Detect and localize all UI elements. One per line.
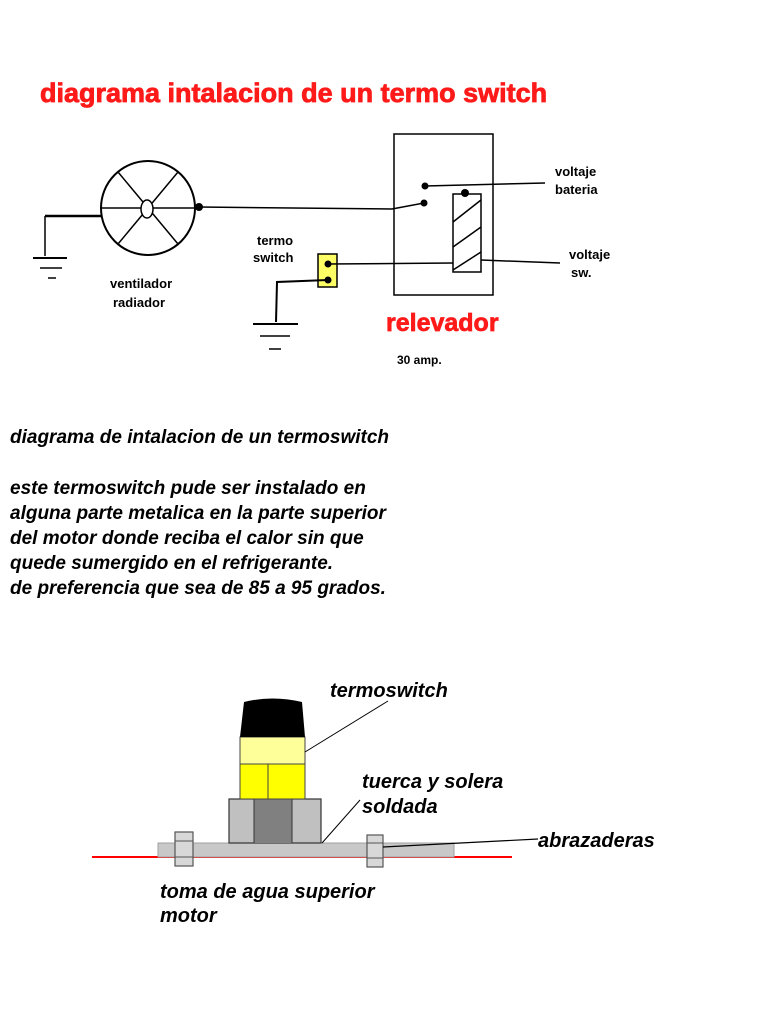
nut-label-2: soldada [362,796,438,818]
relay-contact-bottom [421,200,428,207]
termoswitch-cap [240,699,305,738]
description-line-2: alguna parte metalica en la parte superior [10,503,386,524]
clamps-label: abrazaderas [538,830,655,852]
thermo-label-1: termo [257,233,294,248]
clamp-left [175,832,193,866]
nut-leader [322,800,360,843]
amps-label: 30 amp. [397,353,442,367]
wiring-diagram [33,134,610,367]
description-line-3: del motor donde reciba el calor sin que [10,528,364,549]
coil-top-dot [461,189,469,197]
fan-ground-symbol [33,216,101,278]
battery-label-1: voltaje [555,164,597,179]
thermo-to-coil-wire [328,263,453,264]
pipe-label-1: toma de agua superior [160,881,375,903]
termoswitch-body [240,737,305,799]
nut-label-1: tuerca y solera [362,771,504,793]
fan-label-2: radiador [113,295,166,310]
mounting-diagram [92,680,655,927]
battery-wire [425,183,545,186]
sw-label-1: voltaje [569,247,611,262]
description-line-5: de preferencia que sea de 85 a 95 grados. [10,578,386,599]
battery-label-2: bateria [555,182,598,197]
description-heading: diagrama de intalacion de un termoswitch [10,427,390,448]
description-block [10,427,389,599]
sw-label-2: sw. [571,265,592,280]
relay-coil [453,194,481,272]
description-line-1: este termoswitch pude ser instalado en [10,478,366,499]
termoswitch-label: termoswitch [330,680,448,702]
clamp-right [367,835,383,867]
relay-box [394,134,493,295]
nut [229,799,321,843]
thermo-ground-symbol [253,280,328,349]
fan-radiator-symbol [101,161,195,255]
relay-label: relevador [386,309,499,337]
termoswitch-leader [305,701,388,752]
diagram-title: diagrama intalacion de un termo switch [40,78,548,108]
thermo-label-2: switch [253,250,294,265]
fan-label-1: ventilador [110,276,173,291]
fan-to-relay-wire [199,203,424,209]
description-line-4: quede sumergido en el refrigerante. [10,553,334,574]
pipe-label-2: motor [160,905,217,927]
